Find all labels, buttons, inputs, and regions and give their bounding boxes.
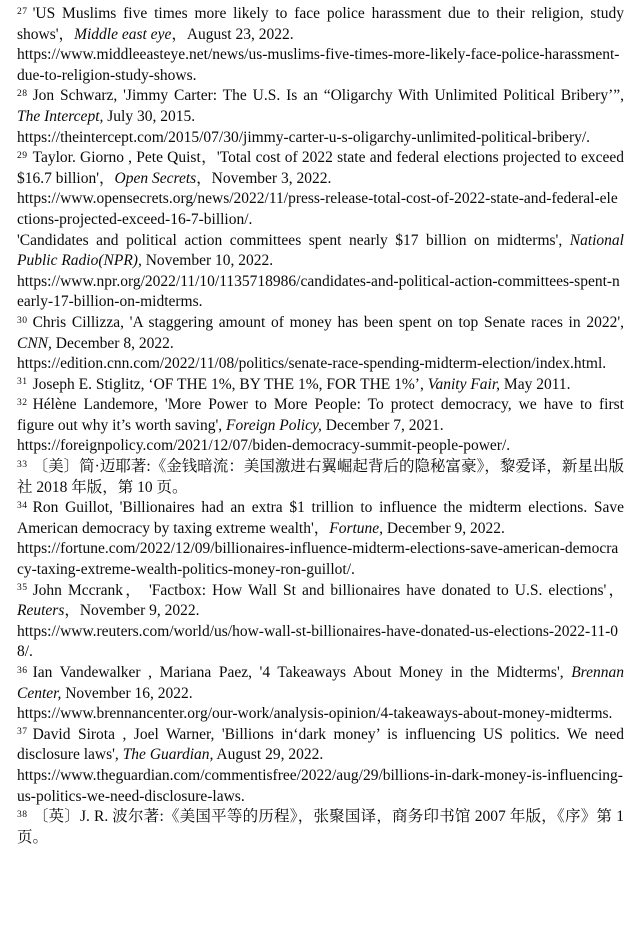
- citation-text: https://www.opensecrets.org/news/2022/11/press-release-total-cost-of-2022-state-and-federal-elections-projected-exceed-16-7-billion/.: [17, 190, 618, 228]
- citation-text: December 8, 2022.: [51, 334, 174, 352]
- publication-name: The Intercept,: [17, 107, 104, 125]
- publication-name: The Guardian,: [122, 746, 214, 764]
- citation-text: https://fortune.com/2022/12/09/billionaires-influence-midterm-elections-save-american-democracy-taxing-extreme-wealth-politics-money-ron-guillot/.: [17, 540, 619, 579]
- footnote-url: [17, 436, 624, 457]
- footnote-url: [17, 354, 624, 375]
- footnote-url: [17, 539, 624, 580]
- footnote-31: [17, 375, 624, 396]
- footnote-32: [17, 395, 624, 457]
- citation-text: Jon Schwarz, 'Jimmy Carter: The U.S. Is an “Oligarchy With Unlimited Political Bribery’”,: [32, 87, 624, 105]
- footnote-text: [17, 313, 624, 354]
- citation-text: November 16, 2022.: [61, 684, 193, 702]
- citation-text: ，November 9, 2022.: [64, 602, 200, 620]
- footnote-number: 37: [17, 726, 28, 738]
- footnote-text: [17, 581, 624, 622]
- footnote-35: [17, 581, 624, 663]
- footnote-number: 28: [17, 88, 28, 100]
- citation-text: Ian Vandewalker , Mariana Paez, '4 Takeaways About Money in the Midterms',: [32, 664, 572, 681]
- publication-name: Fortune,: [329, 519, 384, 537]
- footnote-url: [17, 622, 624, 663]
- citation-text: https://foreignpolicy.com/2021/12/07/biden-democracy-summit-people-power/.: [17, 437, 511, 455]
- footnote-text: [17, 231, 624, 272]
- footnote-text: [17, 86, 624, 127]
- citation-text: 〔美〕简·迈耶著:《金钱暗流：美国激进右翼崛起背后的隐秘富豪》，黎爱译，新星出版社 2018 年版，第 10 页。: [17, 458, 624, 496]
- citation-text: John Mccrank， 'Factbox: How Wall St and billionaires have donated to U.S. elections'，: [32, 581, 624, 599]
- footnote-number: 33: [17, 458, 28, 470]
- footnote-30: [17, 313, 624, 375]
- citation-text: Ron Guillot, 'Billionaires had an extra $1 trillion to influence the midterm elections. Save American democracy by taxing extreme wealth'，: [17, 499, 624, 537]
- footnote-text: [17, 498, 624, 539]
- footnote-27: [17, 4, 624, 86]
- footnote-number: 36: [17, 664, 28, 676]
- footnote-number: 32: [17, 396, 28, 408]
- footnote-number: 31: [17, 376, 28, 388]
- footnote-number: 29: [17, 149, 28, 161]
- footnote-text: [17, 807, 624, 848]
- publication-name: Foreign Policy,: [226, 416, 322, 434]
- citation-text: https://theintercept.com/2015/07/30/jimmy-carter-u-s-oligarchy-unlimited-political-bribery/.: [17, 128, 591, 146]
- footnote-url: [17, 45, 624, 86]
- footnote-37: [17, 725, 624, 807]
- footnote-36: [17, 663, 624, 725]
- citation-text: 'Candidates and political action committees spent nearly $17 billion on midterms',: [17, 231, 570, 249]
- footnote-url: [17, 189, 624, 230]
- footnote-number: 27: [17, 5, 28, 17]
- citation-text: Taylor. Giorno , Pete Quist，'Total cost of 2022 state and federal elections projected to exceed $16.7 billion'，: [17, 149, 624, 187]
- citation-text: https://www.npr.org/2022/11/10/1135718986/candidates-and-political-action-committees-spent-nearly-17-billion-on-midterms.: [17, 272, 620, 311]
- citation-text: December 7, 2021.: [321, 416, 444, 434]
- citation-text: 〔英〕J. R. 波尔著:《美国平等的历程》，张聚国译，商务印书馆 2007 年版，《序》第 1 页。: [17, 808, 624, 846]
- publication-name: Reuters: [17, 602, 65, 620]
- footnote-text: [17, 663, 624, 704]
- footnote-text: [17, 395, 624, 436]
- publication-name: Brennan Center,: [17, 664, 624, 702]
- citation-text: May 2011.: [500, 375, 571, 393]
- publication-name: National Public Radio(NPR),: [17, 231, 624, 270]
- citation-text: December 9, 2022.: [383, 519, 505, 537]
- footnote-url: [17, 766, 624, 807]
- footnote-number: 38: [17, 808, 28, 820]
- footnote-number: 35: [17, 582, 28, 594]
- publication-name: Middle east eye: [74, 25, 172, 43]
- footnote-url: [17, 128, 624, 149]
- footnote-34: [17, 498, 624, 580]
- footnote-text: [17, 148, 624, 189]
- citation-text: ，August 23, 2022.: [171, 25, 294, 43]
- footnote-url: [17, 704, 624, 725]
- footnote-33: [17, 457, 624, 498]
- publication-name: Vanity Fair,: [427, 375, 501, 393]
- citation-text: https://www.reuters.com/world/us/how-wall-st-billionaires-have-donated-us-elections-2022-11-08/.: [17, 622, 619, 661]
- citation-text: Hélène Landemore, 'More Power to More People: To protect democracy, we have to first figure out why it’s worth saving',: [17, 396, 624, 434]
- footnote-text: [17, 457, 624, 498]
- citation-text: 'US Muslims five times more likely to face police harassment due to their religion, study shows'，: [17, 5, 624, 43]
- citation-text: November 10, 2022.: [141, 252, 274, 270]
- footnote-text: [17, 375, 624, 396]
- citation-text: https://www.theguardian.com/commentisfree/2022/aug/29/billions-in-dark-money-is-influencing-us-politics-we-need-disclosure-laws.: [17, 766, 623, 805]
- footnote-number: 30: [17, 314, 28, 326]
- footnotes-list: [17, 4, 624, 848]
- footnote-text: [17, 725, 624, 766]
- citation-text: August 29, 2022.: [213, 746, 324, 764]
- footnote-number: 34: [17, 499, 28, 511]
- citation-text: https://www.brennancenter.org/our-work/analysis-opinion/4-takeaways-about-money-midterms.: [17, 705, 613, 723]
- citation-text: July 30, 2015.: [103, 107, 196, 125]
- citation-text: https://edition.cnn.com/2022/11/08/politics/senate-race-spending-midterm-election/index.html.: [17, 355, 607, 373]
- citation-text: Chris Cillizza, 'A staggering amount of money has been spent on top Senate races in 2022',: [32, 313, 624, 331]
- publication-name: CNN,: [17, 334, 52, 352]
- footnote-28: [17, 86, 624, 148]
- footnote-url: [17, 272, 624, 313]
- citation-text: ，November 3, 2022.: [196, 169, 332, 187]
- footnote-text: [17, 4, 624, 45]
- footnote-29: [17, 148, 624, 313]
- publication-name: Open Secrets: [114, 169, 197, 187]
- citation-text: David Sirota , Joel Warner, 'Billions in‘dark money’ is influencing US politics. We need disclosure laws',: [17, 725, 624, 764]
- citation-text: https://www.middleeasteye.net/news/us-muslims-five-times-more-likely-face-police-harassment-due-to-religion-study-shows.: [17, 46, 620, 84]
- footnote-38: [17, 807, 624, 848]
- citation-text: Joseph E. Stiglitz, ‘OF THE 1%, BY THE 1%, FOR THE 1%’,: [32, 375, 428, 393]
